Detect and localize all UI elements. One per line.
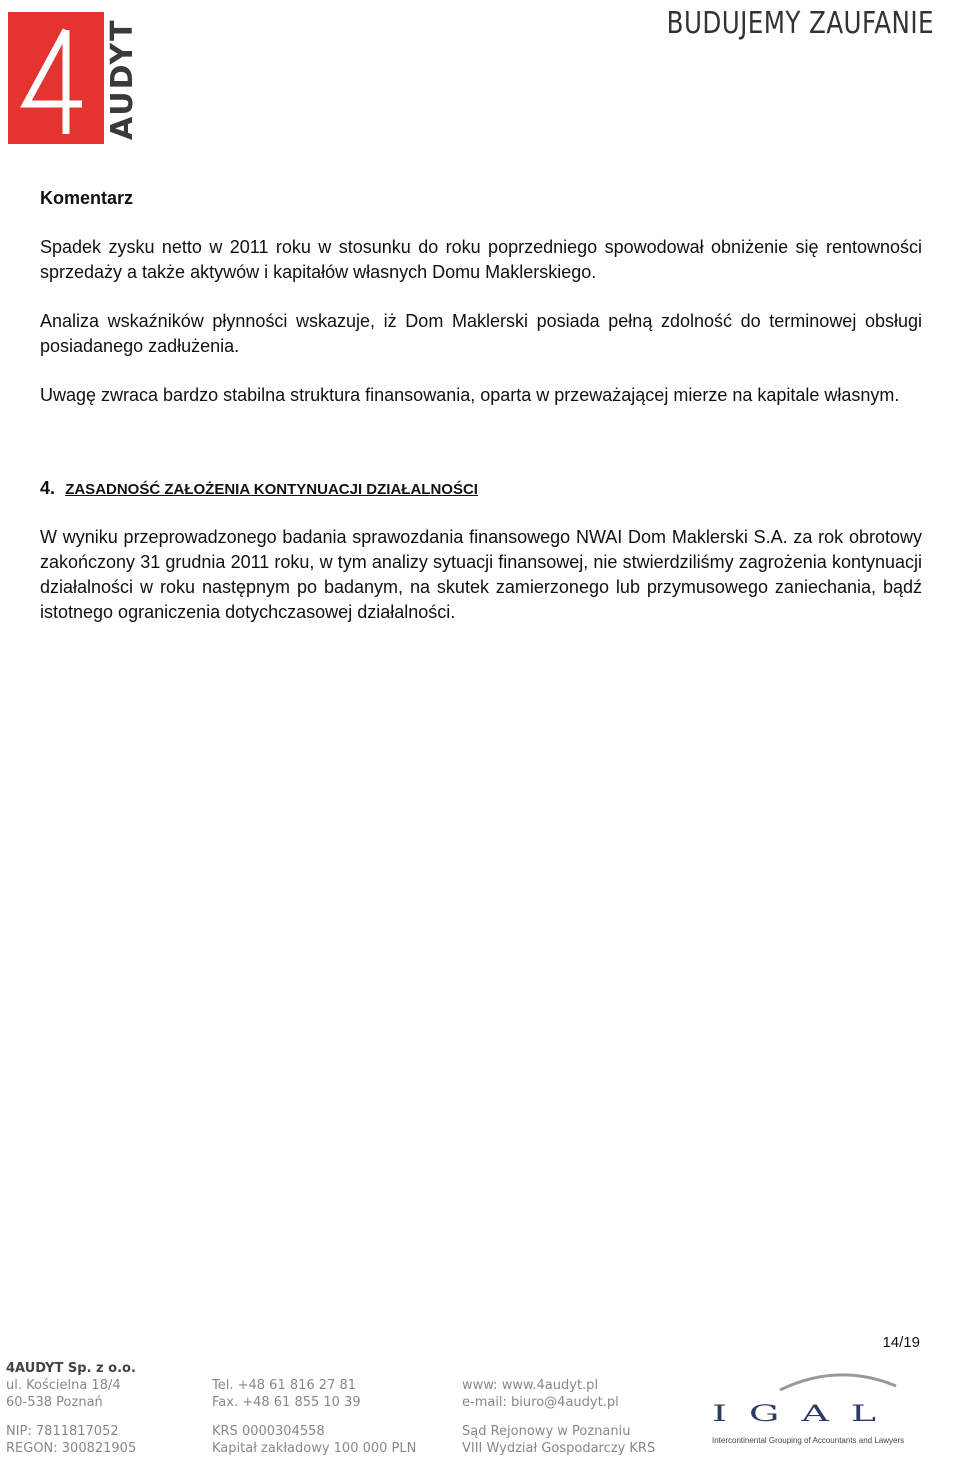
comment-paragraph: Uwagę zwraca bardzo stabilna struktura finansowania, oparta w przeważającej mierze na kapitale własnym. <box>40 385 900 405</box>
footer-fax: Fax. +48 61 855 10 39 <box>212 1395 361 1410</box>
footer-division: VIII Wydział Gospodarczy KRS <box>462 1441 656 1456</box>
footer-nip: NIP: 7811817052 <box>6 1424 119 1439</box>
footer-company: 4AUDYT Sp. z o.o. <box>6 1361 136 1376</box>
footer-city: 60-538 Poznań <box>6 1395 103 1410</box>
footer-www: www: www.4audyt.pl <box>462 1378 599 1393</box>
footer-court: Sąd Rejonowy w Poznaniu <box>462 1424 631 1439</box>
footer-regon: REGON: 300821905 <box>6 1441 137 1456</box>
footer-street: ul. Kościelna 18/4 <box>6 1378 121 1393</box>
igal-logo <box>712 1368 932 1460</box>
section-title: ZASADNOŚĆ ZAŁOŻENIA KONTYNUACJI DZIAŁALNOŚCI <box>65 481 478 498</box>
company-logo <box>8 12 138 144</box>
igal-full-name: Intercontinental Grouping of Accountants and Lawyers <box>712 1436 905 1445</box>
footer-web <box>462 1377 655 1457</box>
page-footer <box>0 1356 960 1466</box>
comment-paragraph: Analiza wskaźników płynności wskazuje, iż Dom Maklerski posiada pełną zdolność do terminowej obsługi posiadanego zadłużenia. <box>40 311 922 356</box>
section-number: 4. <box>40 478 56 498</box>
footer-contact <box>212 1377 416 1457</box>
comment-paragraph: Spadek zysku netto w 2011 roku w stosunku do roku poprzedniego spowodował obniżenie się rentowności sprzedaży a także aktywów i kapitałów własnych Domu Maklerskiego. <box>40 237 922 282</box>
document-body <box>40 188 922 649</box>
footer-krs: KRS 0000304558 <box>212 1424 325 1439</box>
footer-tel: Tel. +48 61 816 27 81 <box>212 1378 357 1393</box>
svg-text:AUDYT: AUDYT <box>105 18 138 140</box>
page-number: 14/19 <box>882 1334 920 1351</box>
footer-address <box>6 1360 136 1457</box>
footer-email: e-mail: biuro@4audyt.pl <box>462 1395 619 1410</box>
comment-heading: Komentarz <box>40 188 134 208</box>
section-heading <box>40 478 922 499</box>
footer-capital: Kapitał zakładowy 100 000 PLN <box>212 1441 417 1456</box>
section-paragraph: W wyniku przeprowadzonego badania sprawozdania finansowego NWAI Dom Maklerski S.A. za rok obrotowy zakończony 31 grudnia 2011 roku, w tym analizy sytuacji finansowej, nie stwierdziliśmy zagrożenia kontynuacji działalności w roku następnym po badanym, na skutek zamierzonego lub przymusowego zaniechania, bądź istotnego ograniczenia dotychczasowej działalności. <box>40 527 922 622</box>
igal-name: IGAL <box>712 1400 899 1427</box>
tagline: BUDUJEMY ZAUFANIE <box>666 6 934 41</box>
